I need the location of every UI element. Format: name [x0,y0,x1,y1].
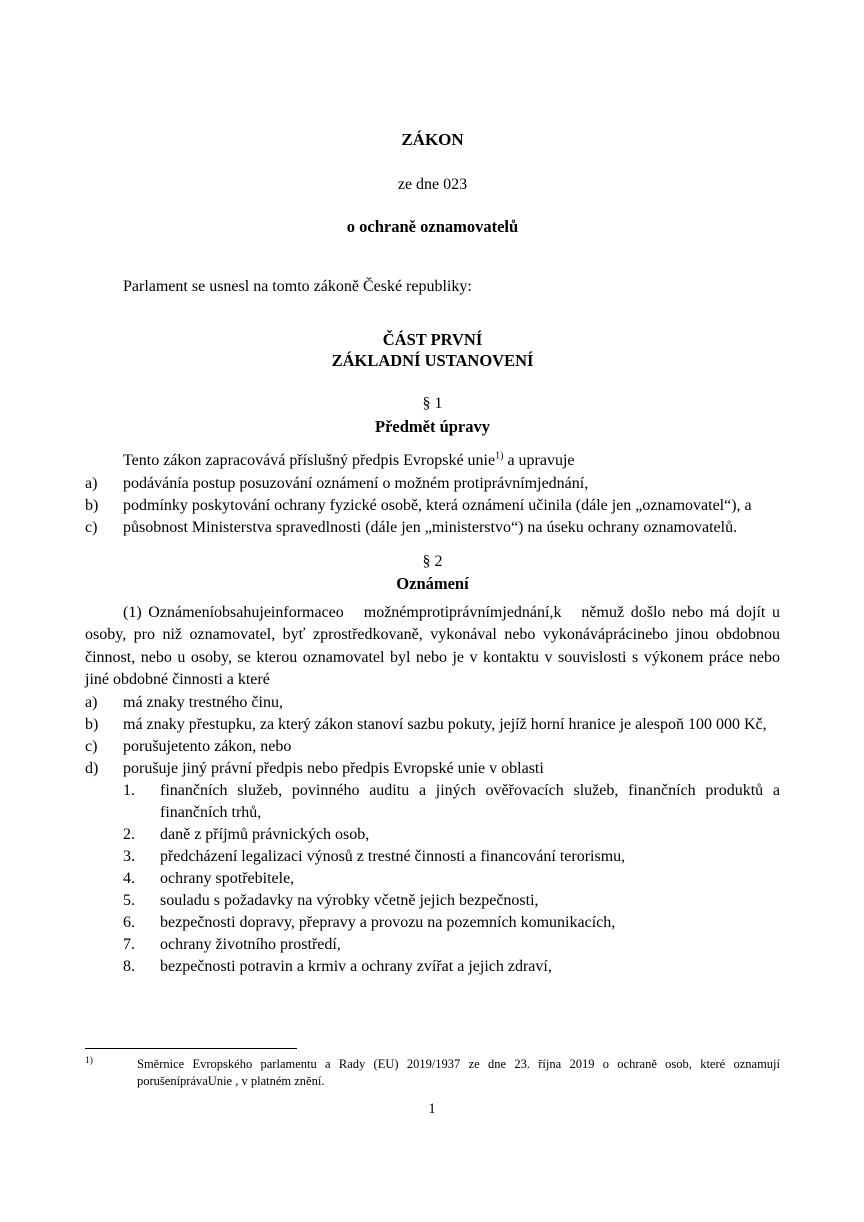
item-label: b) [85,715,99,733]
part-heading [85,329,780,371]
item-label: 2. [123,825,135,843]
sub-list-item [123,956,780,978]
list-item [85,714,780,736]
date-line: ze dne 023 [397,175,468,193]
document-content [85,0,780,978]
item-text: souladu s požadavky na výrobky včetně jejich bezpečnosti, [160,891,539,909]
sub-list-item [123,934,780,956]
sub-list-item [123,868,780,890]
list-item [85,692,780,714]
section-2-sublist [123,780,780,978]
item-label: c) [85,518,98,536]
list-item [85,736,780,758]
section-1-list [85,473,780,539]
list-item [85,517,780,539]
item-text: bezpečnosti dopravy, přepravy a provozu na pozemních komunikacích, [160,913,616,931]
item-text: působnost Ministerstva spravedlnosti (dále jen „ministerstvo“) na úseku ochrany oznamovatelů. [123,518,738,536]
item-text: porušujetento zákon, nebo [123,737,292,755]
list-item [85,758,780,780]
item-text: podmínky poskytování ochrany fyzické osobě, která oznámení učinila (dále jen „oznamovatel“), a [123,496,752,514]
footnote-reference: 1) [495,450,504,462]
item-label: 5. [123,891,135,909]
item-label: 8. [123,957,135,975]
footnote-separator [85,1048,297,1049]
section-2-list [85,692,780,780]
sub-list-item [123,846,780,868]
section-1-title: Předmět úpravy [374,416,491,436]
document-title: ZÁKON [401,130,464,149]
item-label: 1. [123,781,135,799]
item-label: d) [85,759,99,777]
list-item [85,473,780,495]
section-2-number: § 2 [422,552,443,570]
footnote-area [85,1048,780,1090]
list-item [85,495,780,517]
sub-list-item [123,780,780,824]
item-text: porušuje jiný právní předpis nebo předpis Evropské unie v oblasti [123,759,544,777]
item-text: daně z příjmů právnických osob, [160,825,370,843]
item-label: 3. [123,847,135,865]
document-subtitle: o ochraně oznamovatelů [346,217,519,236]
footnote [85,1056,780,1090]
item-label: a) [85,474,98,492]
item-text: má znaky přestupku, za který zákon stanoví sazbu pokuty, jejíž horní hranice je alespoň 100 000 Kč, [123,715,767,733]
item-text: bezpečnosti potravin a krmiv a ochrany zvířat a jejich zdraví, [160,957,552,975]
section-2-paragraph: (1) Oznámeníobsahujeinformaceo možnémprotiprávnímjednání,k němuž došlo nebo má dojít u osoby, pro niž oznamovatel, byť zprostředkovaně, vykonával nebo vykonáváprácinebo jinou obdobnou činnost, nebo u osoby, se kterou oznamovatel byl nebo je v kontaktu v souvislosti s výkonem práce nebo jiné obdobné činnosti a které [85,603,780,688]
section-1-number: § 1 [422,395,443,412]
item-text: předcházení legalizaci výnosů z trestné činnosti a financování terorismu, [160,847,626,865]
section-1-intro-text: Tento zákon zapracovává příslušný předpis Evropské unie [123,452,496,469]
item-label: b) [85,496,99,514]
item-label: 7. [123,935,135,953]
item-label: 4. [123,869,135,887]
footnote-text: Směrnice Evropského parlamentu a Rady (EU) 2019/1937 ze dne 23. října 2019 o ochraně osob, které oznamují porušeníprávaUnie , v platném znění. [137,1057,780,1088]
item-label: a) [85,693,98,711]
preamble: Parlament se usnesl na tomto zákoně České republiky: [123,277,472,295]
part-number: ČÁST PRVNÍ [382,330,483,349]
part-title: ZÁKLADNÍ USTANOVENÍ [331,351,534,370]
item-text: má znaky trestného činu, [123,693,283,711]
section-1-intro-after: a upravuje [503,452,575,469]
sub-list-item [123,824,780,846]
item-label: c) [85,737,98,755]
item-text: ochrany spotřebitele, [160,869,295,887]
sub-list-item [123,890,780,912]
item-text: finančních služeb, povinného auditu a jiných ověřovacích služeb, finančních produktů a finančních trhů, [160,781,780,821]
footnote-marker: 1) [85,1056,93,1066]
item-text: podávánía postup posuzování oznámení o možném protiprávnímjednání, [123,474,589,492]
section-2-title: Oznámení [396,574,469,593]
item-text: ochrany životního prostředí, [160,935,341,953]
item-label: 6. [123,913,135,931]
section-1-intro [85,450,780,473]
sub-list-item [123,912,780,934]
page-number: 1 [428,1101,436,1117]
